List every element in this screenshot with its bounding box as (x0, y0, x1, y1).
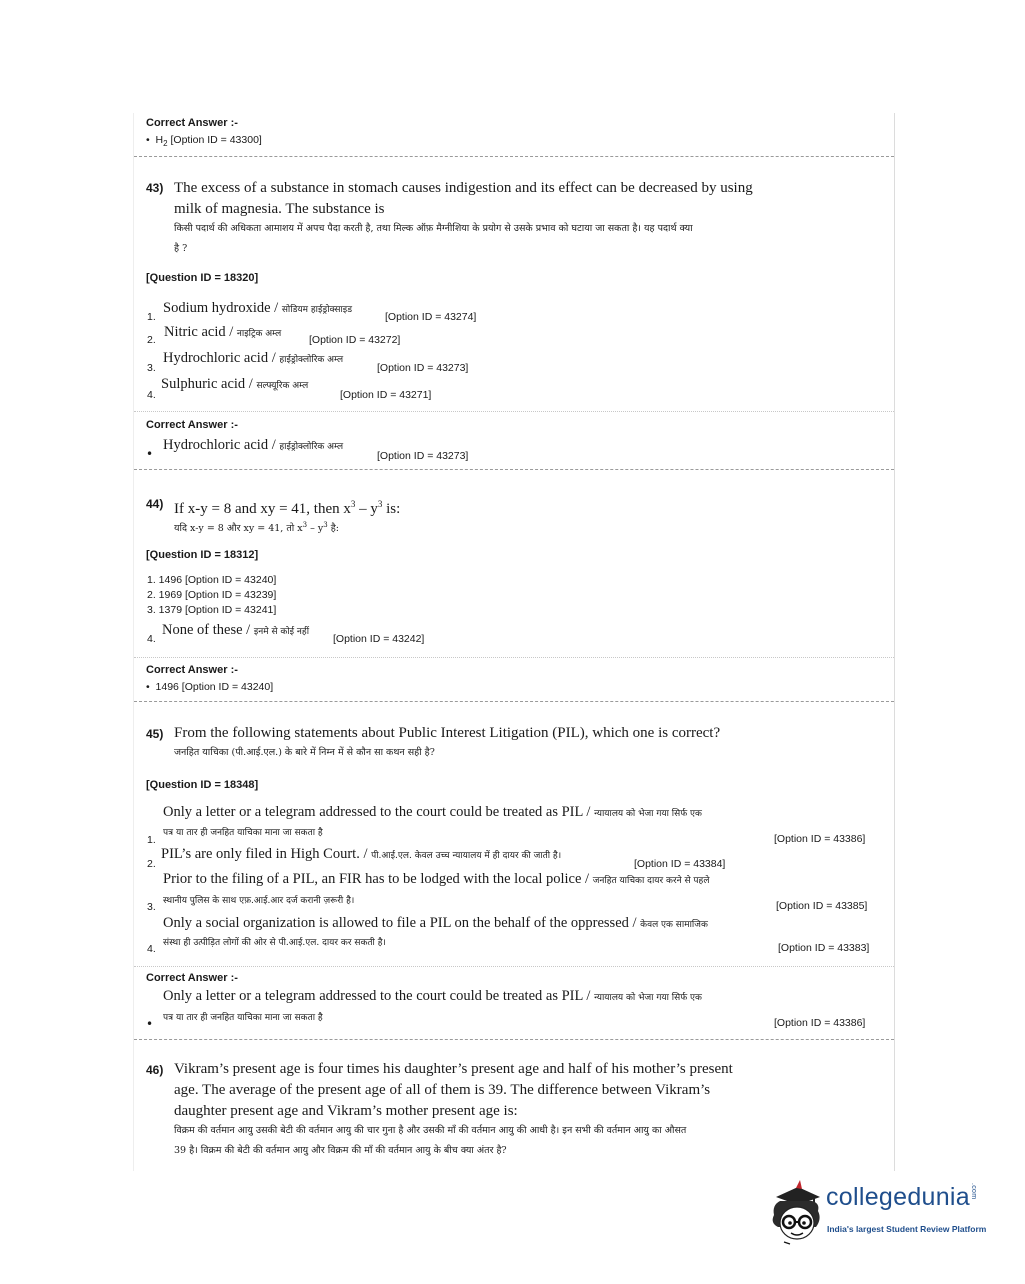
option-text: Only a letter or a telegram addressed to the court could be treated as PIL / न्यायालय को भेजा गया सिर्फ एक (163, 804, 702, 820)
question-text-hi: यदि x-y = 8 और xy = 41, तो $x^3 - y^3$ है: (174, 521, 339, 535)
question-paper-page (133, 113, 895, 1171)
correct-answer-label: Correct Answer :- (146, 664, 238, 676)
option-id: [Option ID = 43271] (340, 389, 432, 401)
option-number: 3. (147, 362, 156, 374)
question-text-en: Vikram’s present age is four times his daughter’s present age and half of his mother’s present age. The average of the present age of all of them is 39. The difference between Vikram’s daughter present age and Vikram’s mother present age is: (174, 1061, 733, 1119)
question-id: [Question ID = 18348] (146, 779, 259, 791)
question-text-en: If x-y = 8 and xy = 41, then $x^3 - y^3$ is: (174, 499, 401, 517)
option-id: [Option ID = 43383] (778, 942, 870, 954)
option-id: [Option ID = 43242] (333, 633, 425, 645)
collegedunia-logo (766, 1175, 996, 1245)
option-id: [Option ID = 43272] (309, 334, 401, 346)
question-id: [Question ID = 18320] (146, 272, 259, 284)
bullet: • (146, 1017, 154, 1031)
option-id: [Option ID = 43273] (377, 450, 469, 462)
logo-wordmark: collegedunia.com (826, 1183, 977, 1211)
option-text: Only a social organization is allowed to file a PIL on the behalf of the oppressed / केवल एक सामाजिक (163, 915, 708, 931)
question-text-en: From the following statements about Public Interest Litigation (PIL), which one is correct? (174, 725, 721, 741)
option-number: 3. (147, 901, 156, 913)
option-text: None of these / इनमे से कोई नहीं (162, 622, 310, 638)
question-text-hi: किसी पदार्थ की अधिकता आमाशय में अपच पैदा करती है, तथा मिल्क ऑफ़ मैग्नीशिया के प्रयोग से उसके प्रभाव को घटाया जा सकता है। यह पदार्थ क्या है ? (174, 223, 693, 254)
divider (134, 657, 894, 658)
option-text: 1. 1496 [Option ID = 43240] (147, 574, 277, 586)
option-id: [Option ID = 43386] (774, 833, 866, 845)
option-number: 4. (147, 389, 156, 401)
option-id: [Option ID = 43384] (634, 858, 726, 870)
option-text: Sulphuric acid / सल्फ्यूरिक अम्ल (161, 376, 309, 392)
logo-tagline: India's largest Student Review Platform (827, 1224, 987, 1234)
mascot-icon (766, 1175, 826, 1245)
option-text: PIL’s are only filed in High Court. / पी.आई.एल. केवल उच्च न्यायालय में ही दायर की जाती है। (161, 846, 562, 862)
divider (134, 1039, 894, 1040)
question-number: 45) (146, 727, 164, 741)
option-text: 3. 1379 [Option ID = 43241] (147, 604, 277, 616)
option-number: 2. (147, 858, 156, 870)
question-text-hi: विक्रम की वर्तमान आयु उसकी बेटी की वर्तमान आयु की चार गुना है और उसकी माँ की वर्तमान आयु की आधी है। इन सभी की वर्तमान आयु का औसत 39 है। विक्रम की बेटी की वर्तमान आयु और विक्रम की माँ की वर्तमान आयु के बीच क्या अंतर है? (174, 1125, 687, 1156)
divider (134, 701, 894, 702)
option-id: [Option ID = 43386] (774, 1017, 866, 1029)
correct-answer: Only a letter or a telegram addressed to the court could be treated as PIL / न्यायालय को भेजा गया सिर्फ एक (163, 988, 702, 1004)
question-id: [Question ID = 18312] (146, 549, 259, 561)
option-text: Nitric acid / नाइट्रिक अम्ल (164, 324, 282, 340)
bullet: • (146, 447, 154, 461)
option-text: Sodium hydroxide / सोडियम हाईड्रोक्साइड (163, 300, 353, 316)
option-id: [Option ID = 43274] (385, 311, 477, 323)
divider (134, 469, 894, 470)
option-id: [Option ID = 43273] (377, 362, 469, 374)
correct-answer-label: Correct Answer :- (146, 972, 238, 984)
question-text-hi: जनहित याचिका (पी.आई.एल.) के बारे में निम्न में से कौन सा कथन सही है? (174, 747, 435, 758)
option-number: 1. (147, 834, 156, 846)
option-text: Hydrochloric acid / हाईड्रोक्लोरिक अम्ल (163, 350, 344, 366)
divider (134, 966, 894, 967)
question-text-en: The excess of a substance in stomach causes indigestion and its effect can be decreased by using milk of magnesia. The substance is (174, 180, 753, 217)
option-text: Prior to the filing of a PIL, an FIR has to be lodged with the local police / जनहित याचिका दायर करने से पहले (163, 871, 710, 887)
option-number: 4. (147, 633, 156, 645)
correct-answer-label: Correct Answer :- (146, 117, 238, 129)
question-number: 46) (146, 1063, 164, 1077)
option-text-hi: संस्था ही उत्पीड़ित लोगों की ओर से पी.आई.एल. दायर कर सकती है। (163, 938, 386, 948)
divider (134, 411, 894, 412)
correct-answer: • 1496 [Option ID = 43240] (146, 681, 274, 693)
bullet: • (146, 134, 156, 146)
option-id: [Option ID = 43385] (776, 900, 868, 912)
option-text: 2. 1969 [Option ID = 43239] (147, 589, 277, 601)
correct-answer: • $H_2$ [Option ID = 43300] (146, 134, 262, 149)
option-text-hi: स्थानीय पुलिस के साथ एफ़.आई.आर दर्ज करानी ज़रूरी है। (163, 896, 355, 906)
question-number: 43) (146, 181, 164, 195)
option-text-hi: पत्र या तार ही जनहित याचिका माना जा सकता है (163, 1013, 323, 1023)
option-number: 2. (147, 334, 156, 346)
correct-answer-label: Correct Answer :- (146, 419, 238, 431)
option-number: 1. (147, 311, 156, 323)
question-number: 44) (146, 497, 164, 511)
correct-answer: Hydrochloric acid / हाईड्रोक्लोरिक अम्ल (163, 437, 344, 453)
option-text-hi: पत्र या तार ही जनहित याचिका माना जा सकता है (163, 828, 323, 838)
divider (134, 156, 894, 157)
option-number: 4. (147, 943, 156, 955)
bullet: • (146, 681, 156, 693)
